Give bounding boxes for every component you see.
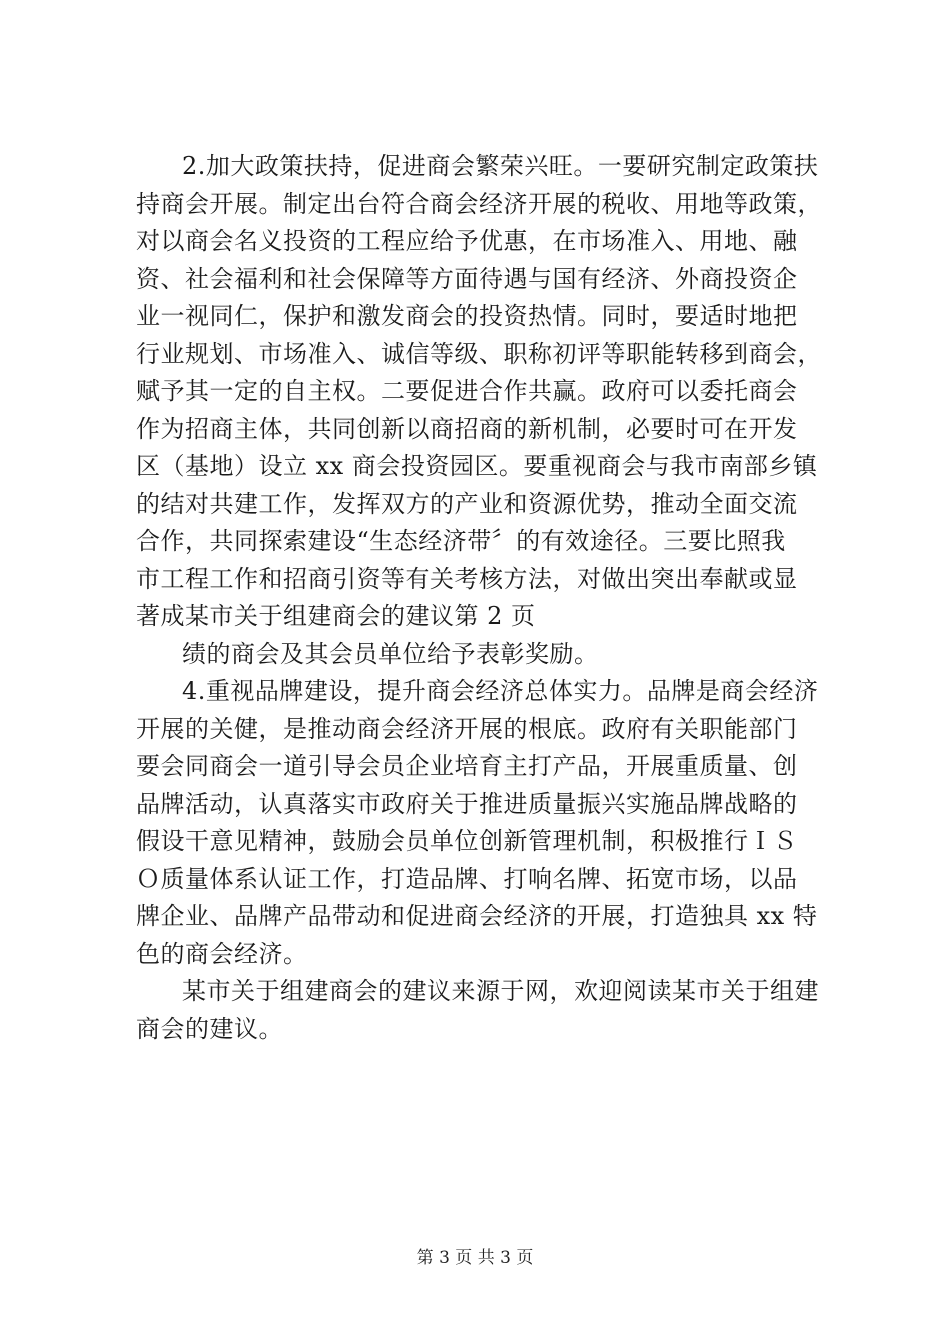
text-line: 合作，共同探索建设“生态经济带〞的有效途径。三要比照我 [136,527,786,555]
text-line: 持商会开展。制定出台符合商会经济开展的税收、用地等政策， [136,189,822,218]
text-line: 2.加大政策扶持，促进商会繁荣兴旺。一要研究制定政策扶 [182,152,819,180]
text-line: 假设干意见精神，鼓励会员单位创新管理机制，积极推行ＩＳ [136,827,798,855]
text-line: 商会的建议。 [136,1014,283,1043]
text-line: 色的商会经济。 [136,939,308,968]
page-footer: 第 3 页 共 3 页 [416,1248,534,1268]
text-line: 绩的商会及其会员单位给予表彰奖励。 [182,639,599,668]
text-line: 要会同商会一道引导会员企业培育主打产品，开展重质量、创 [136,752,798,780]
text-line: 开展的关健，是推动商会经济开展的根底。政府有关职能部门 [136,714,798,743]
text-line: 行业规划、市场准入、诚信等级、职称初评等职能转移到商会， [136,339,822,368]
text-line: 著成某市关于组建商会的建议第 2 页 [136,602,536,630]
text-line: 4.重视品牌建设，提升商会经济总体实力。品牌是商会经济 [182,677,819,705]
text-line: 牌企业、品牌产品带动和促进商会经济的开展，打造独具 xx 特 [136,902,818,930]
text-line: 作为招商主体，共同创新以商招商的新机制，必要时可在开发 [136,414,798,443]
text-line: 资、社会福利和社会保障等方面待遇与国有经济、外商投资企 [136,264,798,293]
text-line: 对以商会名义投资的工程应给予优惠，在市场准入、用地、融 [136,227,798,255]
text-line: 品牌活动，认真落实市政府关于推进质量振兴实施品牌战略的 [136,789,798,818]
text-line: 赋予其一定的自主权。二要促进合作共赢。政府可以委托商会 [136,377,798,405]
document-body [136,148,836,1048]
text-line: 市工程工作和招商引资等有关考核方法，对做出突出奉献或显 [136,564,798,593]
text-line: 业一视同仁，保护和激发商会的投资热情。同时，要适时地把 [136,302,798,330]
text-line: Ｏ质量体系认证工作，打造品牌、打响名牌、拓宽市场，以品 [136,864,798,893]
text-line: 的结对共建工作，发挥双方的产业和资源优势，推动全面交流 [136,489,798,518]
text-line: 某市关于组建商会的建议来源于网，欢迎阅读某市关于组建 [182,977,819,1005]
text-line: 区（基地）设立 xx 商会投资园区。要重视商会与我市南部乡镇 [136,452,818,480]
